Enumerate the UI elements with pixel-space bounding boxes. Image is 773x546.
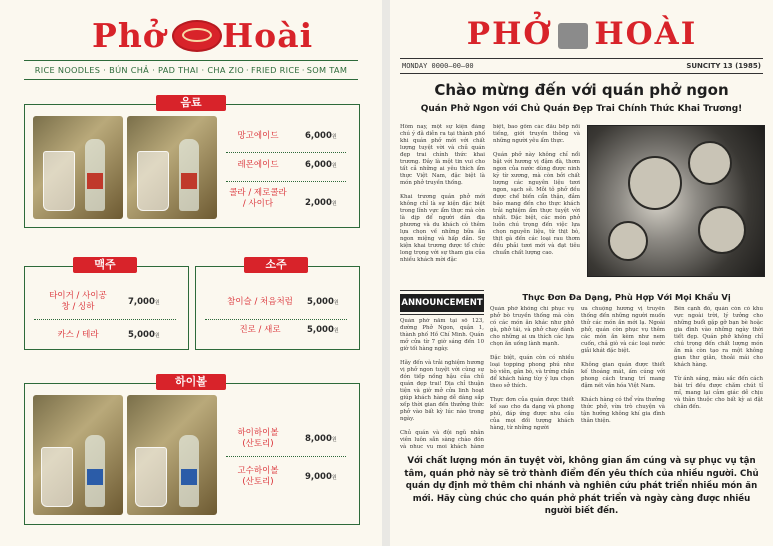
nav-item: SOM TAM: [306, 65, 348, 75]
beer-name: 카스 / 테라: [57, 330, 99, 340]
soju-price: 5,000원: [307, 325, 339, 335]
beer-title: 맥주: [73, 257, 137, 273]
menu-category-nav: RICE NOODLES · BÚN CHẢ · PAD THAI · CHA ZIO · FRIED RICE · SOM TAM: [24, 60, 358, 80]
drink-photo-2: [127, 116, 217, 219]
brand-emblem-icon: [172, 20, 222, 52]
soju-section: [195, 266, 360, 350]
article-col-1: Hôm nay, một sự kiện đáng chú ý đã diễn ra tại thành phố khi quán phở mới với chất lượng tuyệt vời và chủ quán đẹp trai chính thức khai trương. Đây là một tin vui cho tất cả những ai yêu thích ẩm thực Việt Nam, đặc biệt là món phở truyền thống. Khai trương quán phở mới không chỉ là sự kiện đặc biệt trong lĩnh vực ẩm thực mà còn là dịp để người dân địa phương và du khách có thêm lựa chọn về những bữa ăn ngon miệng và hấp dẫn. Sự kiện khai trương được tổ chức long trọng với sự tham gia của nhiều khách mời đặc: [400, 124, 485, 263]
masthead-right: HOÀI: [594, 16, 698, 52]
brand-right-text: Hoài: [222, 16, 314, 55]
soju-name: 진로 / 새로: [239, 325, 281, 335]
nav-item: PAD THAI: [157, 65, 199, 75]
masthead-left: PHỞ: [466, 16, 553, 52]
nav-item: FRIED RICE: [250, 65, 300, 75]
announcement-col-2: Quán phở không chỉ phục vụ phở bò truyền thống mà còn có các món ăn khác như phở gà, phở tái, và phở chay dành cho những ai ưa thích các lựa chọn ăn uống lành mạnh. Đặc biệt, quán còn có nhiều loại topping phong phú như bò viên, gân bò, và trứng chần để khách hàng tùy ý lựa chọn theo sở thích. Thực đơn của quán được thiết kế sao cho đa dạng và phong phú, đáp ứng được nhu cầu của mọi đối tượng khách hàng, từ những người: [490, 306, 574, 431]
drink-name: 콜라 / 제로콜라 / 사이다: [229, 188, 287, 209]
divider: [400, 314, 484, 315]
highball-price: 9,000원: [305, 472, 337, 482]
highball-name: 고수하이볼 (산토리): [237, 466, 279, 487]
masthead-emblem-icon: [558, 23, 588, 49]
announcement-banner: ANNOUNCEMENT: [400, 294, 484, 312]
nav-item: BÚN CHẢ: [109, 65, 150, 75]
newspaper-date: MONDAY 0000—00—00: [402, 62, 474, 70]
drink-price: 6,000원: [305, 160, 337, 170]
drink-price: 6,000원: [305, 131, 337, 141]
soju-price: 5,000원: [307, 297, 339, 307]
newspaper-issue: SUNCITY 13 (1985): [686, 62, 761, 70]
divider: [400, 58, 763, 59]
drink-price: 2,000원: [305, 198, 337, 208]
highball-photo-1: [33, 395, 123, 515]
soju-title: 소주: [244, 257, 308, 273]
drink-name: 레몬에이드: [237, 160, 279, 170]
article-col-2: biệt, bao gồm các đầu bếp nổi tiếng, giới truyền thông và những người yêu ẩm thực. Quán phở này không chỉ nổi bật với hương vị đậm đà, thơm ngon của nước dùng được ninh kỹ từ xương, mà còn bởi chất lượng các nguyên liệu tươi ngon, sạch sẽ. Mỗi tô phở đều được chế biến cẩn thận, đảm bảo mang đến cho thực khách trải nghiệm ẩm thực tuyệt vời nhất. Đặc biệt, các món phở luôn chú trọng đến việc lựa chọn nguyên liệu, từ thịt bò, thịt gà đến các loại rau thơm đều phải tươi mới và đạt tiêu chuẩn chất lượng cao.: [493, 124, 580, 256]
divider: [226, 152, 346, 153]
pho-table-photo: [587, 125, 765, 277]
divider: [226, 456, 346, 457]
divider: [205, 319, 347, 320]
newspaper-masthead: [442, 16, 722, 52]
soju-name: 참이슬 / 처음처럼: [227, 297, 293, 307]
closing-statement: Với chất lượng món ăn tuyệt vời, không gian ấm cúng và sự phục vụ tận tâm, quán phở này sẽ trở thành điểm đến yêu thích của nhiều người. Chủ quán dự định mở thêm chi nhánh và nghiên cứu phát triển nhiều món ăn mới. Hãy cùng chúc cho quán phở phát triển và ngày càng được nhiều người biết đến.: [404, 456, 759, 516]
beer-price: 7,000원: [128, 297, 160, 307]
divider: [226, 181, 346, 182]
section-title: Thực Đơn Đa Dạng, Phù Hợp Với Mọi Khẩu Vị: [522, 292, 731, 302]
highball-title: 하이볼: [156, 374, 226, 390]
announcement-col-3: ưa chuộng hương vị truyền thống đến những người muốn thử các món ăn mới lạ. Ngoài phở, quán còn phục vụ thêm các món ăn kèm như nem cuốn, chả giò và các loại nước giải khát đặc biệt. Không gian quán được thiết kế thoáng mát, ấm cúng với phong cách trang trí mang đậm nét văn hóa Việt Nam. Khách hàng có thể vừa thưởng thức phở, vừa trò chuyện và tận hưởng không khí gia đình thân thiện.: [581, 306, 665, 424]
menu-page: [0, 0, 382, 546]
headline: Chào mừng đến với quán phở ngon: [434, 81, 729, 99]
drink-photo-1: [33, 116, 123, 219]
highball-name: 하이하이볼 (산토리): [237, 428, 279, 449]
brand-logo: [0, 14, 382, 56]
divider: [400, 290, 484, 291]
highball-price: 8,000원: [305, 434, 337, 444]
announcement-col-4: Bên cạnh đó, quán còn có khu vực ngoài trời, lý tưởng cho những buổi gặp gỡ bạn bè hoặc gia đình vào những ngày thời tiết đẹp. Quán phở không chỉ chú trọng đến chất lượng món ăn mà còn tạo ra một không gian thư giãn, thoải mái cho khách hàng. Từ ánh sáng, màu sắc đến cách bài trí đều được chăm chút tỉ mỉ, mang lại cảm giác dễ chịu và thân thuộc cho bất kỳ ai đặt chân đến.: [674, 306, 763, 410]
subheadline: Quán Phở Ngon với Chủ Quán Đẹp Trai Chính Thức Khai Trương!: [420, 104, 743, 114]
highball-photo-2: [127, 395, 217, 515]
announcement-col-1: Quán phở nằm tại số 123, đường Phở Ngon, quận 1, thành phố Hồ Chí Minh. Quán mở cửa từ 7 giờ sáng đến 10 giờ tối hàng ngày. Hãy đến và trải nghiệm hương vị phở ngon tuyệt với cùng sự đón tiếp nồng hậu của chủ quán đẹp trai! Địa chỉ thuận tiện và giờ mở cửa linh hoạt giúp khách hàng dễ dàng sắp xếp thời gian đến thưởng thức phở vào bất kỳ lúc nào trong ngày. Chủ quán và đội ngũ nhân viên luôn sẵn sàng chào đón và phục vụ mọi khách hàng: [400, 318, 484, 448]
newspaper-page: [390, 0, 773, 546]
nav-item: CHA ZIO: [207, 65, 245, 75]
drinks-title: 음료: [156, 95, 226, 111]
nav-item: RICE NOODLES: [34, 65, 101, 75]
beer-price: 5,000원: [128, 330, 160, 340]
beer-name: 타이거 / 사이공 창 / 싱하: [49, 291, 107, 312]
drink-name: 망고에이드: [237, 131, 279, 141]
brand-left-text: Phở: [92, 16, 166, 55]
divider: [400, 73, 763, 74]
divider: [34, 319, 176, 320]
